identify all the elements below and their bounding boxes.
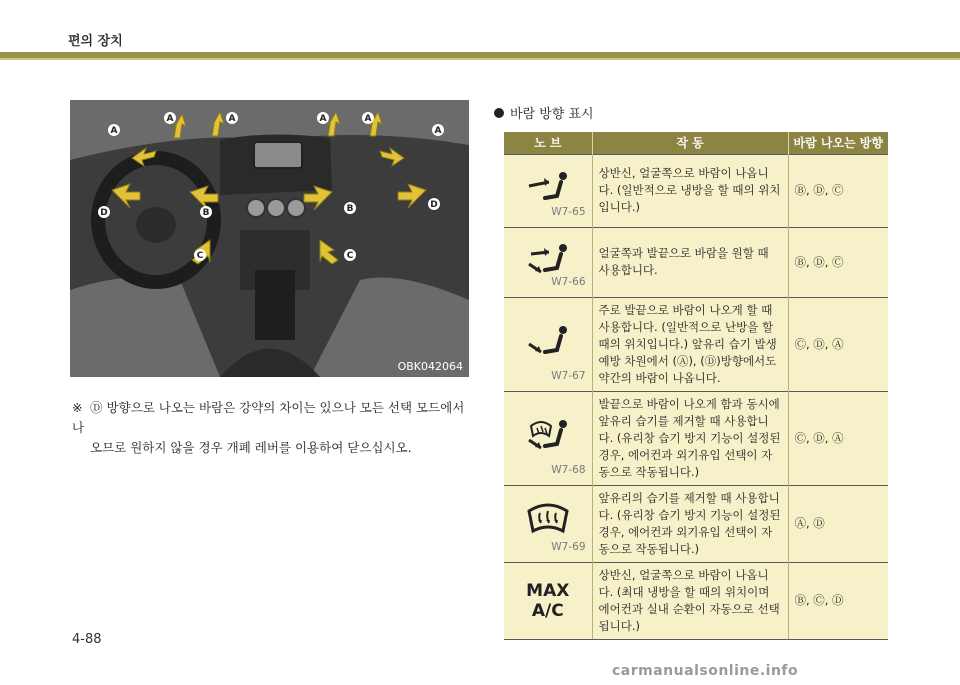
- direction-cell: Ⓐ, Ⓓ: [788, 485, 888, 562]
- label-a-1: A: [110, 126, 118, 136]
- operation-cell: 앞유리의 습기를 제거할 때 사용합니다. (유리창 습기 방지 기능이 설정된 경우, 에어컨과 외기유입 선택이 자동으로 작동됩니다.): [592, 485, 788, 562]
- note-mark: ※: [72, 400, 83, 415]
- vent-floor-icon: [523, 322, 573, 362]
- note-line-2: 오므로 원하지 않을 경우 개폐 레버를 이용하여 닫으십시오.: [90, 440, 412, 455]
- label-a-3: A: [228, 114, 236, 124]
- label-d-1: D: [100, 208, 108, 218]
- knob-cell: [504, 154, 592, 227]
- label-d-2: D: [430, 200, 438, 210]
- table-header-row: [504, 132, 888, 154]
- max-label: MAX: [526, 580, 570, 601]
- header-operation: 작 동: [592, 132, 788, 154]
- header-knob: 노 브: [504, 132, 592, 154]
- ac-label: A/C: [531, 600, 564, 621]
- dashboard-figure: [70, 100, 469, 377]
- header-title: 편의 장치: [68, 34, 123, 49]
- label-a-4: A: [319, 114, 327, 124]
- knob-code: W7-69: [551, 540, 586, 553]
- knob-cell: [504, 297, 592, 391]
- section-title-text: 바람 방향 표시: [510, 107, 594, 122]
- table-row: [504, 227, 888, 297]
- label-a-6: A: [434, 126, 442, 136]
- vent-face-icon: [523, 168, 573, 208]
- label-a-5: A: [364, 114, 372, 124]
- direction-cell: Ⓑ, Ⓓ, Ⓒ: [788, 154, 888, 227]
- knob-code: W7-67: [551, 369, 586, 382]
- operation-cell: 얼굴쪽과 발끝으로 바람을 원할 때 사용합니다.: [592, 227, 788, 297]
- knob-code: W7-68: [551, 463, 586, 476]
- direction-cell: Ⓒ, Ⓓ, Ⓐ: [788, 297, 888, 391]
- page-number: 4-88: [72, 632, 102, 647]
- table-row: [504, 562, 888, 639]
- vent-note: [72, 398, 472, 458]
- operation-cell: 주로 발끝으로 바람이 나오게 할 때 사용합니다. (일반적으로 난방을 할 때의 위치입니다.) 앞유리 습기 발생 예방 차원에서 (Ⓐ), (Ⓓ)방향에서도 약간의 바람이 나옵니다.: [592, 297, 788, 391]
- operation-cell: 발끝으로 바람이 나오게 함과 동시에 앞유리 습기를 제거할 때 사용합니다. (유리창 습기 방지 기능이 설정된 경우, 에어컨과 외기유입 선택이 자동으로 작동됩니다.): [592, 391, 788, 485]
- section-title: [494, 103, 594, 122]
- vent-mode-table: [504, 132, 888, 640]
- header-direction: 바람 나오는 방향: [788, 132, 888, 154]
- label-b-1: B: [202, 208, 210, 218]
- figure-code: OBK042064: [397, 360, 463, 373]
- operation-cell: 상반신, 얼굴쪽으로 바람이 나옵니다. (최대 냉방을 할 때의 위치이며 에어컨과 실내 순환이 자동으로 선택됩니다.): [592, 562, 788, 639]
- header-divider: [0, 52, 960, 58]
- page-header: [0, 0, 960, 60]
- table-row: [504, 485, 888, 562]
- knob-cell: [504, 391, 592, 485]
- vent-floor-defrost-icon: [523, 416, 573, 456]
- table-row: [504, 154, 888, 227]
- bullet-icon: [494, 108, 504, 118]
- defrost-icon: [523, 501, 573, 541]
- label-c-1: C: [196, 251, 204, 261]
- direction-cell: Ⓑ, Ⓓ, Ⓒ: [788, 227, 888, 297]
- knob-code: W7-65: [551, 205, 586, 218]
- knob-cell: [504, 227, 592, 297]
- table-row: [504, 297, 888, 391]
- max-ac-label: [504, 581, 592, 621]
- knob-cell: [504, 485, 592, 562]
- direction-cell: Ⓒ, Ⓓ, Ⓐ: [788, 391, 888, 485]
- knob-cell: [504, 562, 592, 639]
- table-row: [504, 391, 888, 485]
- label-c-2: C: [346, 251, 354, 261]
- operation-cell: 상반신, 얼굴쪽으로 바람이 나옵니다. (일반적으로 냉방을 할 때의 위치입니다.): [592, 154, 788, 227]
- label-a-2: A: [166, 114, 174, 124]
- label-b-2: B: [346, 204, 354, 214]
- direction-cell: Ⓑ, Ⓒ, Ⓓ: [788, 562, 888, 639]
- knob-code: W7-66: [551, 275, 586, 288]
- dashboard-illustration: [70, 100, 469, 377]
- watermark: carmanualsonline.info: [612, 663, 799, 679]
- note-line-1: Ⓓ 방향으로 나오는 바람은 강약의 차이는 있으나 모든 선택 모드에서 나: [72, 400, 465, 435]
